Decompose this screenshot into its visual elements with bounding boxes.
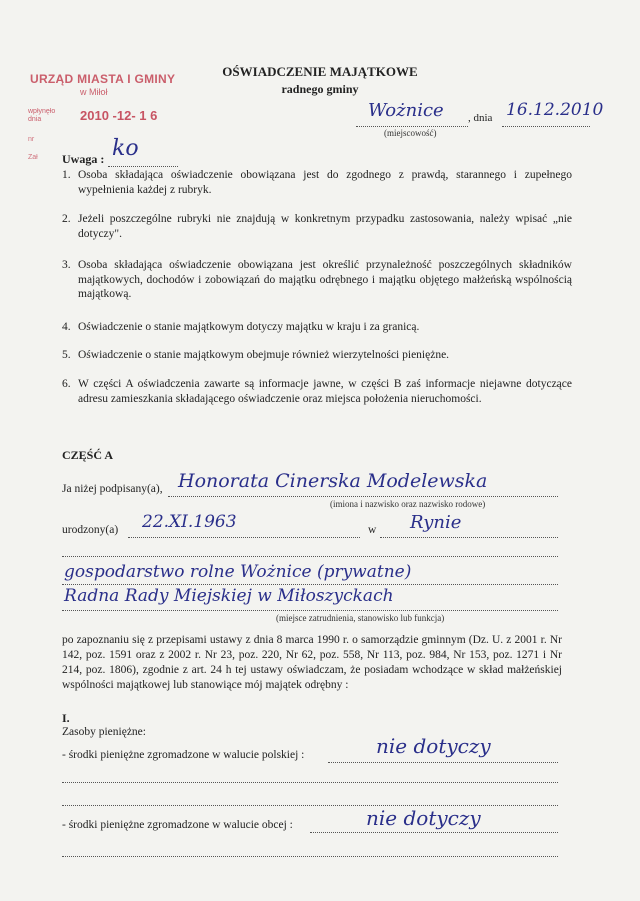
employment-value-1: gospodarstwo rolne Wożnice (prywatne): [64, 562, 412, 582]
section-1-number: I.: [62, 711, 70, 725]
instruction-item-2: [62, 212, 572, 241]
item-text: Oświadczenie o stanie majątkowym obejmuje również wierzytelności pieniężne.: [78, 349, 450, 361]
item-text: Oświadczenie o stanie majątkowym dotyczy majątku w kraju i za granicą.: [78, 321, 420, 333]
place-value: Wożnice: [368, 100, 444, 121]
place-caption: (miejscowość): [384, 128, 437, 138]
name-caption: (imiona i nazwisko oraz nazwisko rodowe): [330, 499, 486, 509]
item-number: 5.: [62, 349, 71, 361]
item-text: W części A oświadczenia zawarte są informacje jawne, w części B zaś informacje niejawne dotyczące adresu zamieszkania składającego oświadczenie oraz miejsca położenia nieruchomości.: [78, 378, 572, 405]
stamp-nr-label: nr: [28, 136, 35, 143]
item-number: 1.: [62, 169, 71, 181]
instruction-item-3: [62, 258, 572, 302]
item-number: 3.: [62, 259, 71, 271]
foreign-value: nie dotyczy: [366, 806, 481, 830]
stamp-town: w Miłoł: [80, 87, 108, 97]
employment-value-2: Radna Rady Miejskiej w Miłoszyckach: [64, 586, 394, 606]
born-date-value: 22.XI.1963: [142, 512, 237, 532]
date-label: , dnia: [468, 112, 493, 124]
uwaga-label: Uwaga :: [62, 152, 105, 166]
born-place-field: [380, 525, 558, 538]
pln-value: nie dotyczy: [376, 734, 491, 758]
uwaga-mark: ko: [112, 136, 139, 161]
item-text: Osoba składająca oświadczenie obowiązana jest do zgodnego z prawdą, starannego i zupełnego wypełnienia każdej z rubryk.: [78, 169, 572, 196]
born-label: urodzony(a): [62, 524, 119, 536]
pln-label: - środki pieniężne zgromadzone w walucie polskiej :: [62, 749, 305, 761]
item-text: Osoba składająca oświadczenie obowiązana jest określić przynależność poszczególnych składników majątkowych, dochodów i zobowiązań do majątku odrębnego i majątku objętego małżeńską wspólnością majątkową.: [78, 259, 572, 300]
part-a-heading: CZĘŚĆ A: [62, 448, 114, 462]
item-number: 4.: [62, 321, 71, 333]
foreign-label: - środki pieniężne zgromadzone w walucie obcej :: [62, 819, 293, 831]
pln-blank-line-2: [62, 795, 558, 806]
instruction-item-5: [62, 348, 572, 363]
blank-line: [62, 546, 558, 557]
item-number: 2.: [62, 213, 71, 225]
instruction-item-1: [62, 168, 572, 197]
item-number: 6.: [62, 378, 71, 390]
document-subtitle: radnego gminy: [281, 82, 359, 96]
item-text: Jeżeli poszczególne rubryki nie znajdują w konkretnym przypadku zastosowania, należy wpisać „nie dotyczy".: [78, 213, 572, 240]
born-place-value: Rynie: [410, 512, 462, 533]
instruction-item-4: [62, 320, 572, 335]
stamp-zal-label: Zał: [28, 154, 38, 161]
name-value: Honorata Cinerska Modelewska: [178, 470, 488, 492]
signed-label: Ja niżej podpisany(a),: [62, 483, 163, 495]
document-title: OŚWIADCZENIE MAJĄTKOWE: [222, 64, 418, 79]
stamp-received-date: 2010 -12- 1 6: [80, 108, 158, 123]
employment-caption: (miejsce zatrudnienia, stanowisko lub funkcja): [276, 613, 445, 623]
date-value: 16.12.2010: [506, 100, 604, 120]
instruction-item-6: [62, 377, 572, 406]
section-1-title: Zasoby pieniężne:: [62, 726, 146, 738]
stamp-received-label: wpłynęło dnia: [28, 108, 56, 123]
foreign-blank-line: [62, 846, 558, 857]
stamp-office: URZĄD MIASTA I GMINY: [30, 72, 176, 86]
born-in-label: w: [368, 524, 377, 536]
law-text: po zapoznaniu się z przepisami ustawy z dnia 8 marca 1990 r. o samorządzie gminnym (Dz. U. z 2001 r. Nr 142, poz. 1591 oraz z 2002 r. Nr 23, poz. 220, Nr 62, poz. 558, Nr 113, poz. 984, Nr 153, poz. 1271 i Nr 214, poz. 1806), zgodnie z art. 24 h tej ustawy oświadczam, że posiadam wchodzące w skład małżeńskiej wspólności majątkowej lub stanowiące mój majątek odrębny :: [62, 634, 562, 691]
pln-blank-line-1: [62, 772, 558, 783]
